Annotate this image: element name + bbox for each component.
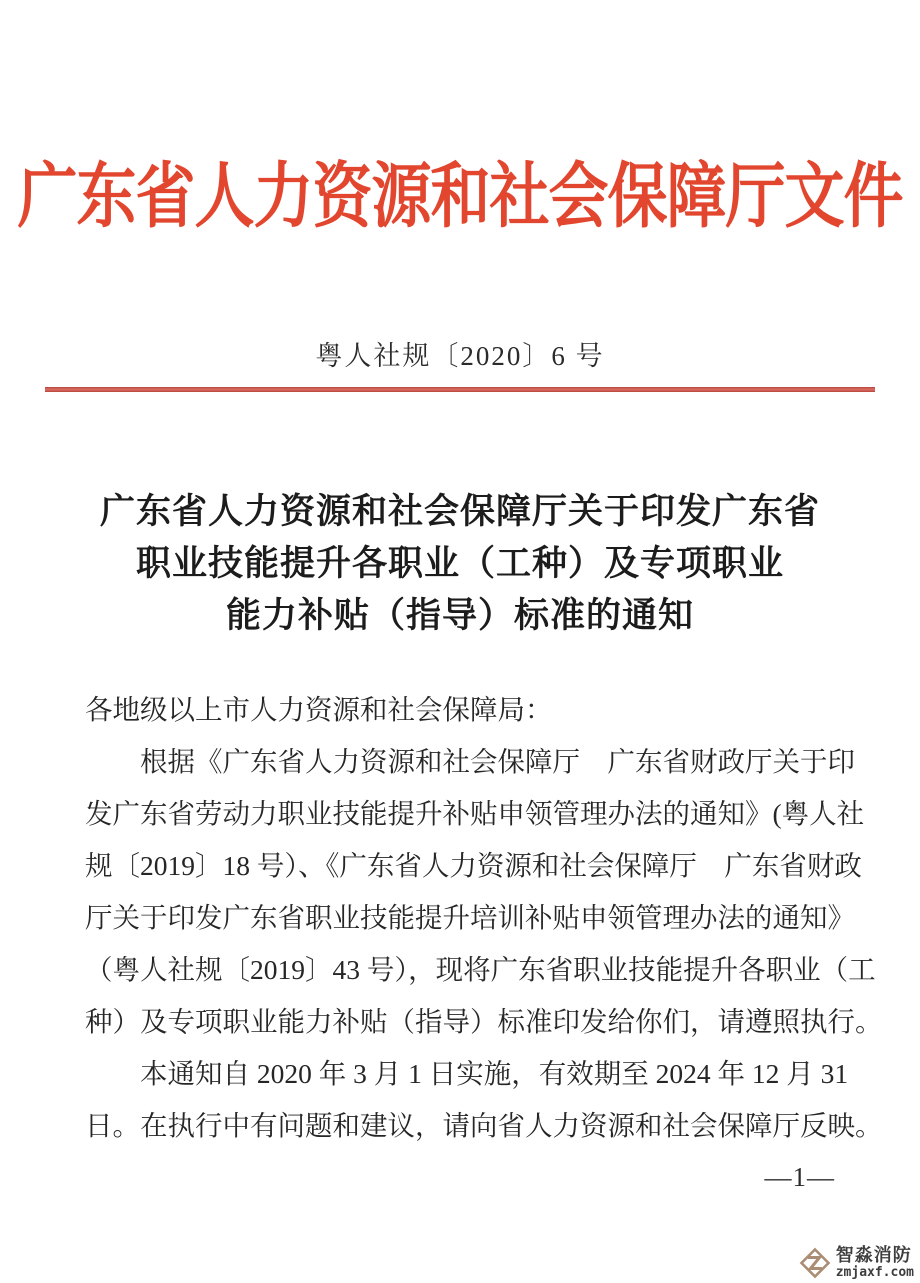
page-number: —1— <box>764 1162 835 1192</box>
body-line: 根据《广东省人力资源和社会保障厅 广东省财政厅关于印 <box>140 746 855 777</box>
watermark-brand-name: 智淼消防 <box>835 1245 912 1265</box>
document-title-line-1: 广东省人力资源和社会保障厅关于印发广东省 <box>99 492 820 531</box>
document-title-line-3: 能力补贴（指导）标准的通知 <box>225 596 694 635</box>
watermark-website: zmjaxf.com <box>835 1265 914 1280</box>
document-body <box>85 684 883 1152</box>
document-header-title: 广东省人力资源和社会保障厅文件 <box>17 158 903 236</box>
document-number: 粤人社规〔2020〕6 号 <box>315 341 605 371</box>
body-line: （粤人社规〔2019〕43 号），现将广东省职业技能提升各职业（工 <box>85 954 876 985</box>
salutation-line: 各地级以上市人力资源和社会保障局： <box>85 694 553 725</box>
body-line: 发广东省劳动力职业技能提升补贴申领管理办法的通知》(粤人社 <box>85 798 865 829</box>
red-divider-rule <box>45 387 875 392</box>
diamond-z-logo-icon <box>799 1247 831 1279</box>
document-title <box>0 486 920 642</box>
body-line: 本通知自 2020 年 3 月 1 日实施，有效期至 2024 年 12 月 31 <box>140 1058 849 1089</box>
watermark <box>799 1246 914 1279</box>
body-line: 规〔2019〕18 号）、《广东省人力资源和社会保障厅 广东省财政 <box>85 850 862 881</box>
body-line: 种）及专项职业能力补贴（指导）标准印发给你们，请遵照执行。 <box>85 1006 883 1037</box>
body-line: 日。在执行中有问题和建议，请向省人力资源和社会保障厅反映。 <box>85 1110 883 1141</box>
body-line: 厅关于印发广东省职业技能提升培训补贴申领管理办法的通知》 <box>85 902 855 933</box>
document-title-line-2: 职业技能提升各职业（工种）及专项职业 <box>135 544 784 583</box>
